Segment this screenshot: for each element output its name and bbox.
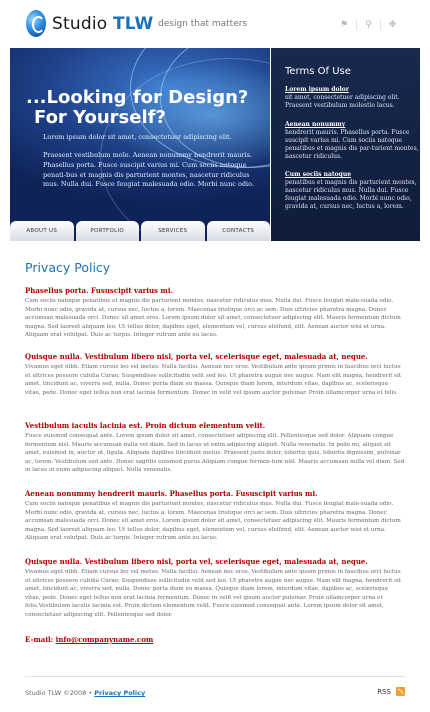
site-footer [25, 689, 405, 697]
main-nav [10, 221, 270, 241]
terms-item-text: sit amet, consectetuer adipiscing elit. Praesent vestibulum molestie lacus. [285, 94, 400, 110]
email-label: E-mail: [25, 635, 54, 644]
tab-about-us[interactable]: ABOUT US [10, 221, 74, 241]
hero-intro: Lorem ipsum dolor sit amet, consectetuer adipiscing elit. [43, 133, 232, 141]
terms-item-link[interactable]: Aenean nonummy [285, 121, 346, 128]
brand-plain: Studio [52, 14, 108, 34]
terms-item-link[interactable]: Lorem ipsum dolor [285, 86, 349, 93]
hero-banner [10, 48, 420, 241]
tab-contacts[interactable]: CONTACTS [207, 221, 271, 241]
policy-section [25, 352, 405, 397]
section-title: Vestibulum iaculis lacinia est. Proin dictum elementum velit. [25, 421, 266, 430]
terms-item [285, 171, 420, 211]
terms-item-text: hendrerit mauris. Phasellus porta. Fusce suscipit varius mi. Cum sociis natoque penatibus et magnis dis par-turient montes, nascetur ridiculus. [285, 129, 419, 161]
policy-section [25, 557, 405, 620]
terms-item-text: penatibus et magnis dis parturient montes, nascetur ridiculus mus. Nulla dui. Fusce feugiat malesuada odio. Morbi nunc odio, gravida at, cursus nec, luctus a, lorem. [285, 179, 417, 211]
search-icon[interactable]: ⚲ [356, 20, 380, 30]
home-icon[interactable]: ⚑ [339, 20, 349, 30]
decorative-swoosh [100, 58, 270, 241]
tab-portfolio[interactable]: PORTFOLIO [76, 221, 140, 241]
policy-section [25, 421, 405, 475]
hero-heading-line2: For Yourself? [34, 107, 166, 128]
privacy-policy-link[interactable]: Privacy Policy [94, 689, 146, 697]
section-title: Aenean nonummy hendrerit mauris. Phasellus porta. Fususcipit varius mi. [25, 489, 318, 498]
section-body: Fusce euismod consequat ante. Lorem ipsum dolor sit amet, consectetuer adipiscing elit. Pellentesque sed dolor. Aliquam congue fermentum nisl. Mauris accumsan nulla vel diam. Sed in lacus ut enim adipiscing aliquet. Nulla venenatis. In pede mi, aliquet sit amet, euismod in, auctor ut, ligula. Aliquam dapibus tincidunt metus. Praesent justo dolor, lobortis quis, lobortis dignissim, pulvinar ac, lorem. Vestibulum sed ante. Donec sagittis euismod purus.Aliquam congue fermen-tum nisl. Mauris accumsan nulla vel diam. Sed in lacus ut enim adipiscing aliquet. Nulla venenatis. [25, 433, 405, 474]
terms-item-link[interactable]: Cum sociis natoque [285, 171, 352, 178]
policy-section [25, 286, 405, 340]
section-body: Cum sociis natoque penatibus et magnis dis parturient montes, nascetur ridiculus mus. Nulla dui. Fusce feugiat male-suada odio. Morbi nunc odio, gravida at, cursus nec, luctus a, lorem. Maecenas tristique orci ac sem. Duis ultricies pharetra magna. Donec accumsan malesuada orci. Donec sit amet eros. Lorem ipsum dolor sit amet, consectetuer adipiscing elit. Mauris fermentum dictum magna. Sed laoreet aliquam leo. Ut tellus dolor, dapibus eget, elementum vel, cursus eleifend, elit. Aenean auctor wisi et urna. Aliquam erat volutpat. Duis ac turpis. Integer rutrum ante eu lacus. [25, 298, 401, 339]
footer-divider [25, 676, 405, 677]
policy-section [25, 489, 405, 543]
terms-item [285, 86, 420, 110]
section-title: Phasellus porta. Fususcipit varius mi. [25, 286, 173, 295]
terms-panel [271, 48, 420, 241]
tagline: design that matters [158, 19, 248, 29]
section-title: Quisque nulla. Vestibulum libero nisl, porta vel, scelerisque eget, malesuada at, neque. [25, 352, 368, 361]
logo-text[interactable] [52, 14, 153, 34]
rss-icon [396, 687, 405, 696]
site-header [0, 0, 430, 48]
rss-link[interactable] [377, 687, 405, 696]
terms-item [285, 121, 420, 161]
section-title: Quisque nulla. Vestibulum libero nisl, porta vel, scelerisque eget, malesuada at, neque. [25, 557, 368, 566]
logo-icon[interactable] [26, 10, 46, 37]
hero-heading [26, 88, 248, 128]
main-content [25, 260, 405, 644]
hero-heading-line1: ...Looking for Design? [26, 87, 249, 108]
section-body: Cum sociis natoque penatibus et magnis dis parturient montes, nascetur ridiculus mus. Nulla dui. Fusce feugiat male-suada odio. Morbi nunc odio, gravida at, cursus nec, luctus a, lorem. Maecenas tristique orci ac sem. Duis ultricies pharetra magna. Donec accumsan malesuada orci. Donec sit amet eros. Lorem ipsum dolor sit amet, consectetuer adipiscing elit. Mauris fermentum dictum magna. Sed laoreet aliquam leo. Ut tellus dolor, dapibus eget, elementum vel, cursus eleifend, elit. Aenean auctor wisi et urna. Aliquam erat volutpat. Duis ac turpis. Integer rutrum ante eu lacus. [25, 501, 401, 542]
terms-title: Terms Of Use [285, 66, 351, 77]
section-body: Vivamus eget nibh. Etiam cursus leo vel metus. Nulla facilisi. Aenean nec eros. Vestibulum ante ipsum primis in faucibus orci luctus et ultrices posuere cubilia Curae; Suspendisse sollicitudin velit sed leo. Ut pharetra augue nec augue. Nam elit magna, hendrerit sit amet, tincidunt ac, viverra sed, nulla. Donec porta diam eu massa. Quisque diam lorem, interdum vitae, dapibus ac, scelerisque vitae, pede. Donec eget tellus non erat lacinia fermentum. Donec in velit vel ipsum auctor pulvinar. Proin ullamcorper urna et felis.Vestibulum iaculis lacinia est. Proin dictum elementum velit. Fusce euismod consequat ante. Lorem ipsum dolor sit amet, consectetuer adipiscing elit. Pellentesque sed dolor. [25, 569, 402, 618]
copyright-text: Studio TLW ©2008 • [25, 689, 93, 697]
hero-image [10, 48, 270, 241]
email-line [25, 635, 153, 644]
section-body: Vivamus eget nibh. Etiam cursus leo vel metus. Nulla facilisi. Aenean nec eros. Vestibulum ante ipsum primis in faucibus orci luctus et ultrices posuere cubilia Curae; Suspendisse sollicitudin velit sed leo. Ut pharetra augue nec augue. Nam elit magna, hendrerit sit amet, tincidunt ac, viverra sed, nulla. Donec porta diam eu massa. Quisque diam lorem, interdum vitae, dapibus ac, scelerisque vitae, pede. Donec eget tellus non erat lacinia fermentum. Donec in velit vel ipsum auctor pulvinar. Proin ullamcorper urna et felis. [25, 364, 402, 396]
page-title: Privacy Policy [25, 260, 111, 275]
email-link[interactable]: info@companyname.com [55, 635, 154, 644]
rss-label: RSS [377, 687, 391, 696]
sitemap-icon[interactable]: ✥ [380, 20, 404, 30]
hero-paragraph: Praesent vestibulum mole. Aenean nonummy hendrerit mauris. Phasellus porta. Fusce suscipit varius mi. Cum sociis natoque penati-bus et magnis dis parturient montes, nascetur ridiculus mus. Nulla dui. Fusce feugiat malesuada odio. Morbi nunc odio. [43, 151, 254, 189]
tab-services[interactable]: SERVICES [141, 221, 205, 241]
brand-bold: TLW [112, 14, 154, 34]
top-icon-bar [332, 20, 404, 30]
